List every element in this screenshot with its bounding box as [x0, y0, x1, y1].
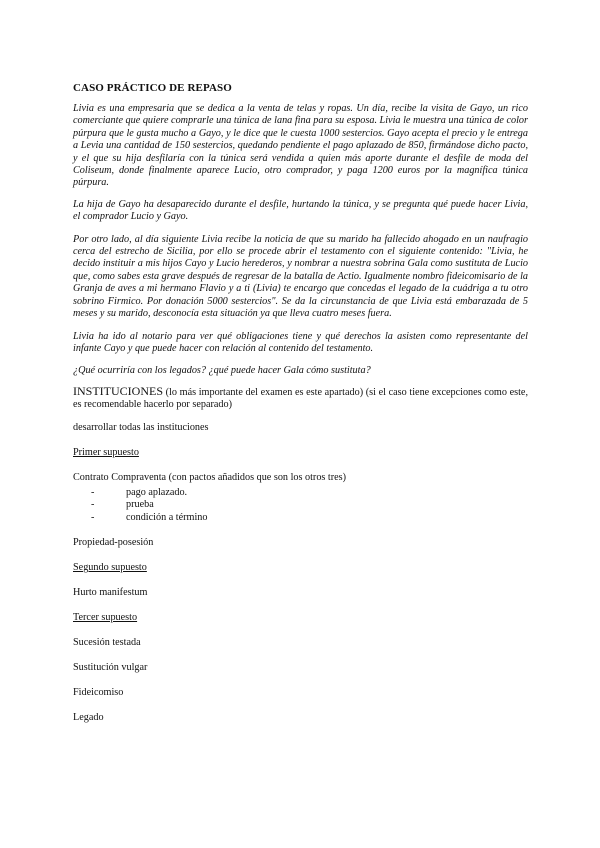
document-title: CASO PRÁCTICO DE REPASO [73, 82, 232, 94]
instituciones-text: (lo más importante del examen es este apartado) (si el caso tiene excepciones como este, es recomendable hacerlo por separado) [73, 386, 528, 411]
case-paragraph-3: Por otro lado, al día siguiente Livia recibe la noticia de que su marido ha fallecido ahogado en un naufragio cerca del estrecho de Sicilia, por ello se procede abrir el testamento con el siguiente contenido: "Livia, he decido instituir a mis hijos Cayo y Lucio herederos, y nombrar a nuestra sobrina Gala como sustituta de Lucio que, como sabes esta grave después de regresar de la batalla de Actio. Igualmente nombro fideicomisario de la Granja de aves a mi hermano Flavio y a ti (Livia) te encargo que concedas el legado de la cuádriga a tu otro sobrino Firmico. Por donación 5000 sestercios". Se da la circunstancia de que Livia está embarazada de 5 meses y su marido, desconocía esta situación ya que lleva cuatro meses fuera. [73, 233, 528, 320]
hurto-manifestum: Hurto manifestum [73, 587, 148, 599]
list-item: - prueba [91, 499, 528, 512]
sustitucion-vulgar: Sustitución vulgar [73, 662, 148, 674]
document-content [73, 82, 528, 724]
instituciones-label: INSTITUCIONES [73, 383, 163, 398]
case-paragraph-2: La hija de Gayo ha desaparecido durante el desfile, hurtando la túnica, y se pregunta qué puede hacer Livia, el comprador Lucio y Gayo. [73, 198, 528, 223]
list-item: - pago aplazado. [91, 487, 528, 500]
desarrollar-line: desarrollar todas las instituciones [73, 421, 209, 433]
case-paragraph-4: Livia ha ido al notario para ver qué obligaciones tiene y qué derechos la asisten como representante del infante Cayo y que puede hacer con relación al contenido del testamento. [73, 330, 528, 354]
instituciones-note [73, 385, 528, 412]
case-paragraph-1: Livia es una empresaria que se dedica a la venta de telas y ropas. Un día, recibe la visita de Gayo, un rico comerciante que quiere comprarle una túnica de lana fina para su esposa. Livia le muestra una túnica de color púrpura que le gusta mucho a Gayo, y le dice que le cuesta 1000 sestercios. Gayo acepta el precio y le entrega a Levia una cantidad de 150 sestercios, quedando pendiente el pago aplazado de 850, firmándose dicho pacto, y el que su hija desfilaría con la túnica será vendida a quien más aporte durante el desfile de moda del Coliseum, donde finalmente aparece Lucio, otro comprador, y paga 1200 euros por la magnífica túnica púrpura. [73, 103, 528, 189]
list-item: - condición a término [91, 512, 528, 525]
sucesion-testada: Sucesión testada [73, 637, 141, 649]
pactos-list [73, 487, 528, 525]
legado: Legado [73, 712, 104, 724]
case-question: ¿Qué ocurriría con los legados? ¿qué puede hacer Gala cómo sustituta? [73, 365, 371, 377]
contrato-compraventa: Contrato Compraventa (con pactos añadidos que son los otros tres) [73, 471, 347, 483]
tercer-supuesto-heading: Tercer supuesto [73, 612, 138, 624]
fideicomiso: Fideicomiso [73, 687, 124, 699]
propiedad-posesion: Propiedad-posesión [73, 537, 154, 549]
segundo-supuesto-heading: Segundo supuesto [73, 562, 147, 574]
primer-supuesto-heading: Primer supuesto [73, 446, 139, 458]
